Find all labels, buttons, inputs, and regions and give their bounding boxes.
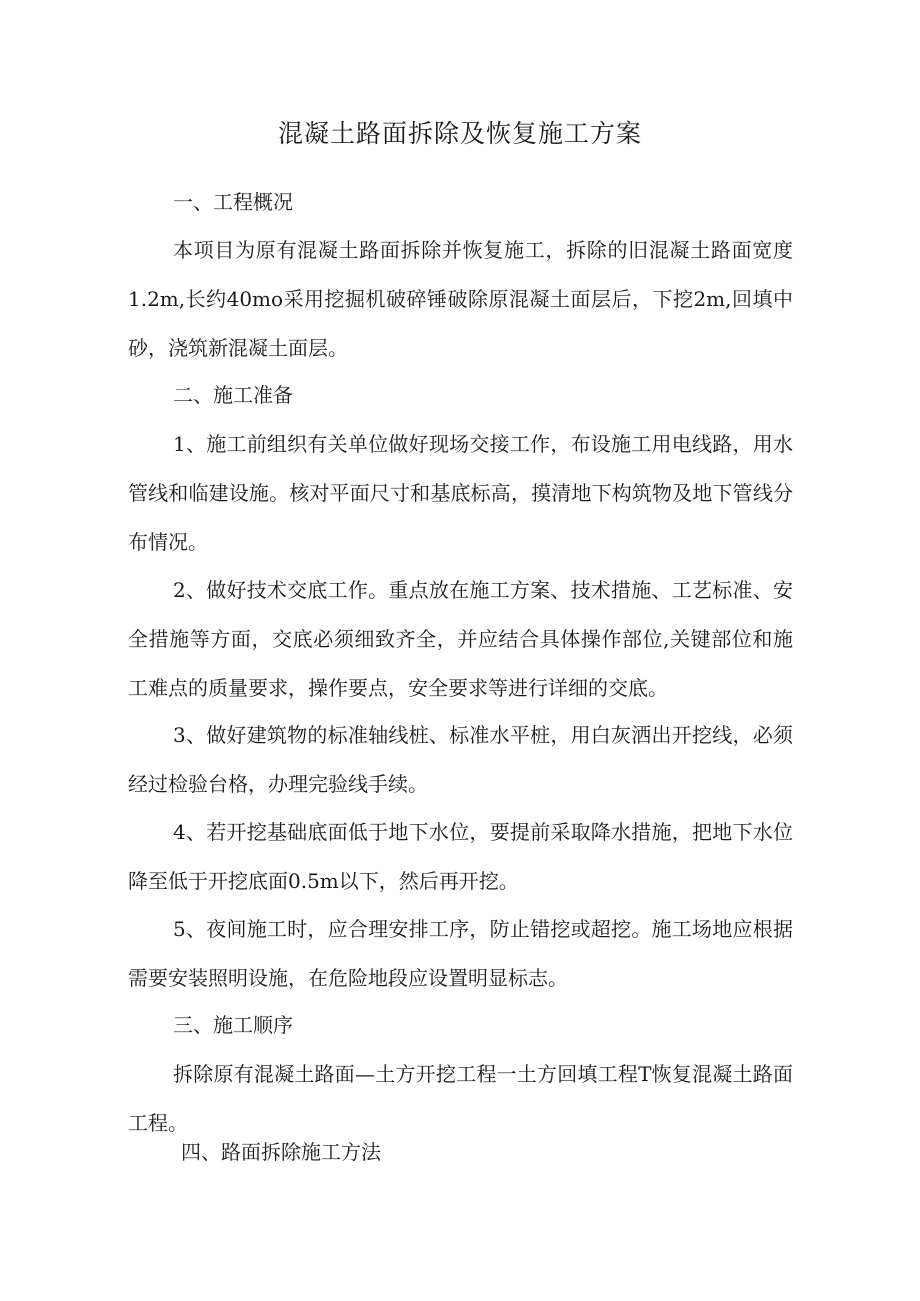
document-title: 混凝土路面拆除及恢复施工方案 xyxy=(277,119,642,148)
section-heading-demolition-method: 四、路面拆除施工方法 xyxy=(181,1140,381,1164)
paragraph: 2、做好技术交底工作。重点放在施工方案、技术措施、工艺标准、安全措施等方面，交底必须细致齐全，并应结合具体操作部位,关键部位和施工难点的质量要求，操作要点，安全要求等进行详细的交底。 xyxy=(128,578,793,700)
paragraph: 本项目为原有混凝土路面拆除并恢复施工，拆除的旧混凝土路面宽度1.2m,长约40mo采用挖掘机破碎锤破除原混凝土面层后，下挖2m,回填中砂，浇筑新混凝土面层。 xyxy=(128,238,793,360)
paragraph: 4、若开挖基础底面低于地下水位，要提前采取降水措施，把地下水位降至低于开挖底面0.5m以下，然后再开挖。 xyxy=(128,820,793,893)
section-heading-overview: 一、工程概况 xyxy=(173,190,293,214)
paragraph: 5、夜间施工时，应合理安排工序，防止错挖或超挖。施工场地应根据需要安装照明设施，在危险地段应设置明显标志。 xyxy=(128,917,793,990)
paragraph: 拆除原有混凝土路面—土方开挖工程一土方回填工程T恢复混凝土路面工程。 xyxy=(128,1062,793,1135)
paragraph: 1、施工前组织有关单位做好现场交接工作，布设施工用电线路，用水管线和临建设施。核对平面尺寸和基底标高，摸清地下构筑物及地下管线分布情况。 xyxy=(128,432,793,554)
paragraph: 3、做好建筑物的标准轴线桩、标准水平桩，用白灰洒出开挖线，必须经过检验台格，办理完验线手续。 xyxy=(128,723,793,796)
section-heading-preparation: 二、施工准备 xyxy=(173,383,293,407)
section-heading-sequence: 三、施工顺序 xyxy=(173,1013,293,1037)
